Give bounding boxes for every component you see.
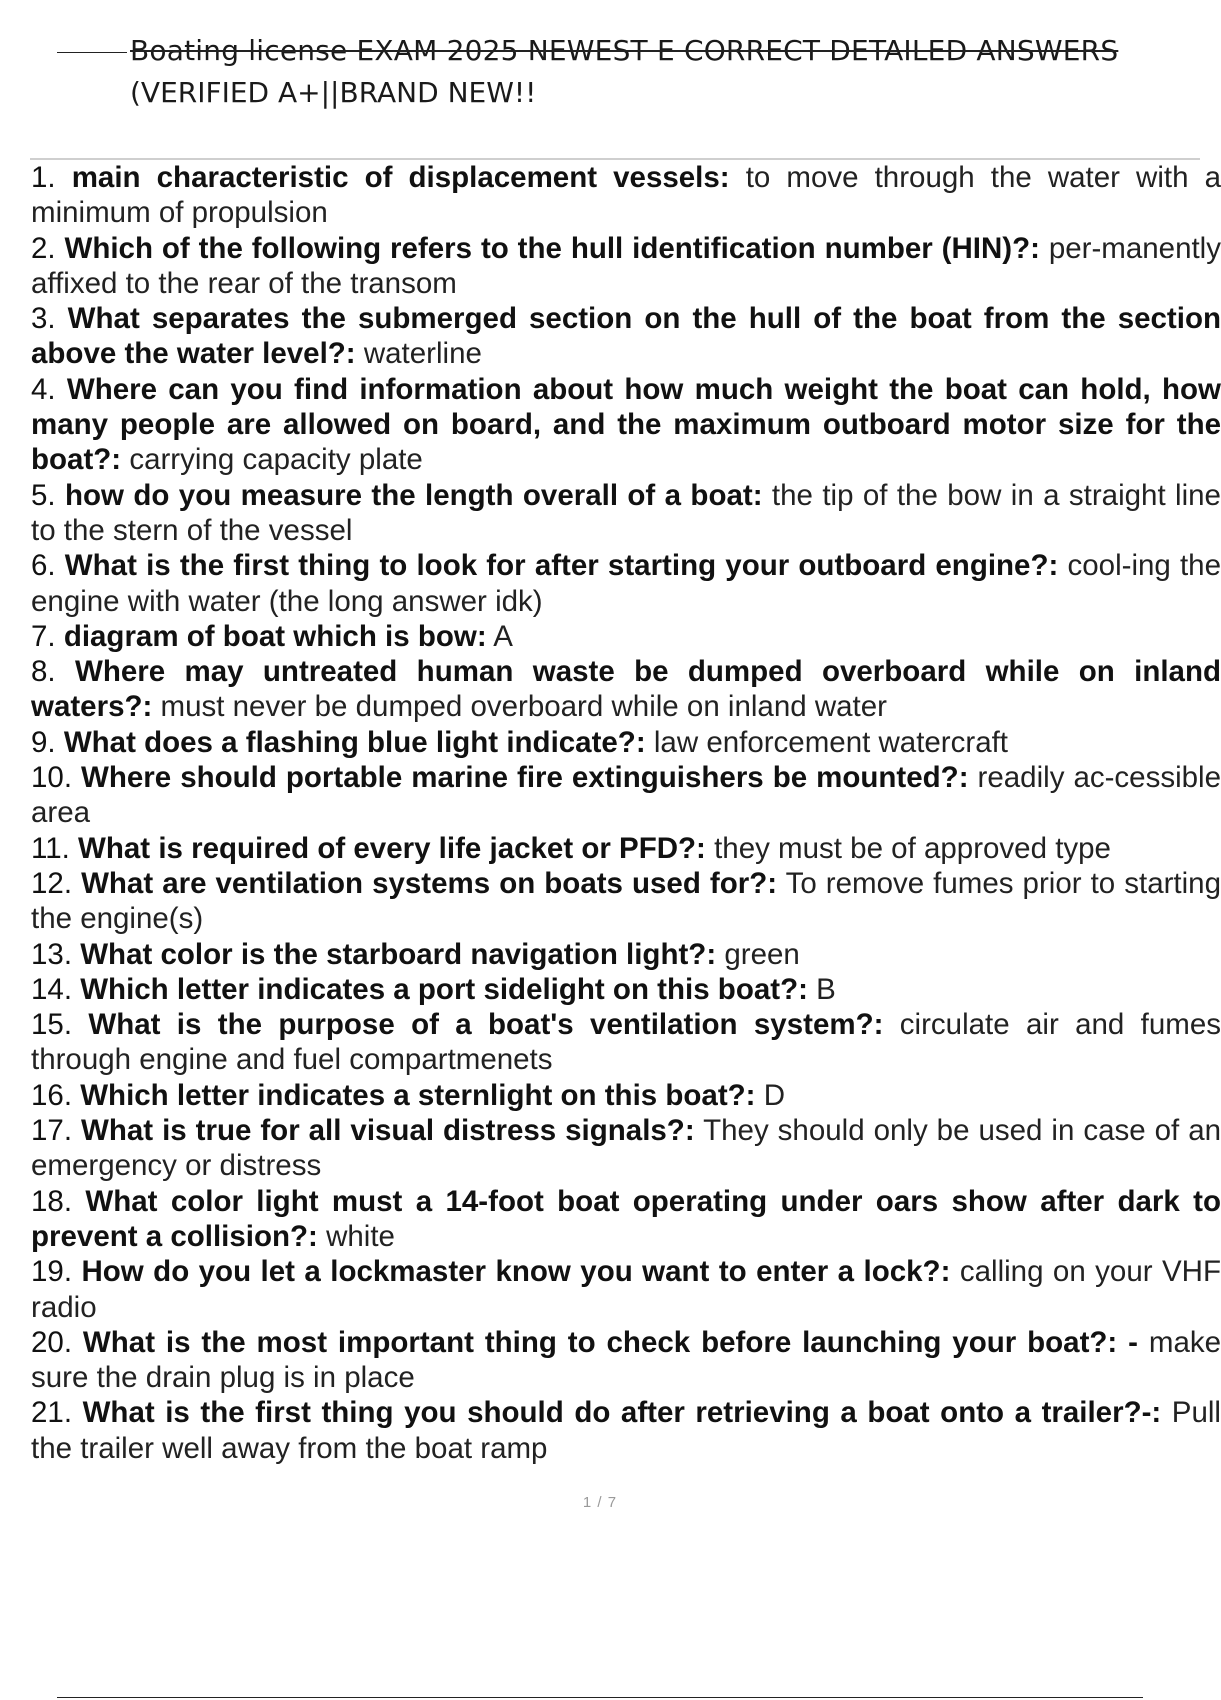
question-item — [31, 478, 1221, 549]
question-number: 19. — [31, 1255, 73, 1289]
question-number: 21. — [31, 1396, 73, 1430]
question-text: Where should portable marine fire extinguishers be mounted?: — [81, 761, 969, 795]
question-item — [31, 1325, 1221, 1396]
question-text: diagram of boat which is bow: — [63, 619, 487, 653]
question-text: How do you let a lockmaster know you want to enter a lock?: — [81, 1255, 951, 1289]
answer-text: A — [493, 619, 513, 653]
question-item — [31, 548, 1221, 619]
question-item — [31, 937, 1221, 972]
footer-rule — [57, 1697, 1143, 1698]
answer-text: To remove fumes prior to starting the engine(s) — [31, 866, 1221, 936]
question-text: What color light must a 14-foot boat operating under oars show after dark to prevent a collision?: — [31, 1184, 1221, 1253]
question-list — [31, 160, 1221, 1466]
question-text: What is the most important thing to check before launching your boat?: - — [82, 1325, 1138, 1359]
answer-text: per-manently affixed to the rear of the transom — [31, 231, 1221, 300]
question-number: 11. — [31, 831, 70, 865]
question-number: 13. — [31, 937, 73, 971]
question-number: 9. — [31, 725, 56, 759]
answer-text: carrying capacity plate — [129, 443, 423, 477]
question-item — [31, 760, 1221, 831]
question-text: main characteristic of displacement vessels: — [71, 161, 730, 194]
question-number: 18. — [31, 1184, 73, 1218]
question-item — [31, 1007, 1221, 1078]
question-item — [31, 866, 1221, 937]
question-number: 10. — [31, 761, 73, 795]
question-number: 7. — [31, 619, 56, 653]
question-number: 20. — [31, 1325, 73, 1359]
answer-text: the tip of the bow in a straight line to the stern of the vessel — [31, 478, 1221, 547]
answer-text: calling on your VHF radio — [31, 1255, 1221, 1324]
question-number: 6. — [31, 549, 56, 583]
answer-text: circulate air and fumes through engine and fuel compartmenets — [31, 1008, 1221, 1077]
question-number: 5. — [31, 478, 56, 512]
answer-text: B — [816, 972, 836, 1006]
question-text: What is true for all visual distress signals?: — [81, 1114, 695, 1148]
question-number: 15. — [31, 1008, 73, 1042]
question-item — [31, 654, 1221, 725]
answer-text: must never be dumped overboard while on inland water — [160, 690, 887, 724]
question-text: how do you measure the length overall of a boat: — [65, 478, 763, 512]
question-number: 17. — [31, 1114, 73, 1148]
answer-text: to move through the water with a minimum of propulsion — [31, 161, 1221, 230]
question-item — [31, 1113, 1221, 1184]
question-text: Where can you find information about how much weight the boat can hold, how many people are allowed on board, and the maximum outboard motor size for the boat?: — [31, 372, 1221, 477]
question-text: What does a flashing blue light indicate?: — [63, 725, 646, 759]
question-text: What separates the submerged section on the hull of the boat from the section above the water level?: — [31, 302, 1221, 371]
question-text: What is required of every life jacket or PFD?: — [78, 831, 706, 865]
question-number: 4. — [31, 372, 56, 406]
question-number: 3. — [31, 302, 56, 336]
question-number: 14. — [31, 972, 73, 1006]
answer-text: green — [724, 937, 800, 971]
answer-text: readily ac-cessible area — [31, 761, 1221, 830]
header-rule — [57, 52, 127, 53]
page-number: 1 / 7 — [582, 1494, 618, 1511]
question-item — [31, 231, 1221, 302]
document-title: Boating license EXAM 2025 NEWEST E CORRECT DETAILED ANSWERS — [130, 34, 1119, 67]
answer-text: D — [763, 1078, 786, 1112]
question-text: What is the first thing you should do after retrieving a boat onto a trailer?-: — [82, 1396, 1162, 1430]
question-text: What is the first thing to look for after starting your outboard engine?: — [64, 549, 1059, 583]
question-number: 16. — [31, 1078, 73, 1112]
document-subtitle: (VERIFIED A+||BRAND NEW!! — [130, 76, 537, 109]
question-item — [31, 1254, 1221, 1325]
question-text: Which letter indicates a sternlight on this boat?: — [80, 1078, 756, 1112]
answer-text: they must be of approved type — [714, 831, 1111, 865]
question-item — [31, 619, 1221, 654]
question-text: What are ventilation systems on boats used for?: — [81, 866, 778, 900]
answer-text: white — [326, 1219, 395, 1253]
question-item — [31, 301, 1221, 372]
answer-text: They should only be used in case of an emergency or distress — [31, 1114, 1221, 1183]
question-item — [31, 972, 1221, 1007]
question-text: Which of the following refers to the hull identification number (HIN)?: — [64, 231, 1040, 265]
question-text: Which letter indicates a port sidelight on this boat?: — [80, 972, 808, 1006]
question-item — [31, 372, 1221, 478]
question-number: 8. — [31, 655, 56, 689]
question-item — [31, 1184, 1221, 1255]
answer-text: cool-ing the engine with water (the long answer idk) — [31, 549, 1221, 618]
answer-text: waterline — [363, 337, 482, 371]
question-item — [31, 160, 1221, 231]
answer-text: Pull the trailer well away from the boat ramp — [31, 1396, 1221, 1465]
question-item — [31, 831, 1221, 866]
question-text: What is the purpose of a boat's ventilation system?: — [88, 1008, 884, 1042]
question-number: 1. — [31, 161, 56, 194]
question-item — [31, 1395, 1221, 1466]
answer-text: make sure the drain plug is in place — [31, 1325, 1221, 1395]
question-text: Where may untreated human waste be dumped overboard while on inland waters?: — [31, 655, 1221, 724]
question-number: 2. — [31, 231, 56, 265]
question-text: What color is the starboard navigation light?: — [80, 937, 717, 971]
question-item — [31, 1078, 1221, 1113]
answer-text: law enforcement watercraft — [653, 725, 1009, 759]
question-number: 12. — [31, 866, 73, 900]
question-item — [31, 725, 1221, 760]
document-header — [130, 30, 1200, 114]
